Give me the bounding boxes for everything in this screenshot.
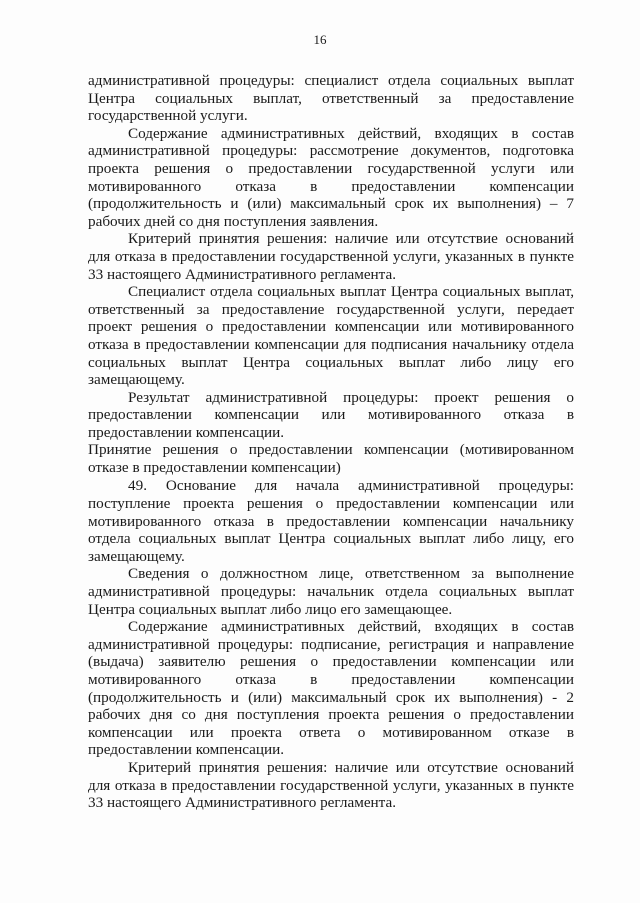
paragraph: Критерий принятия решения: наличие или отсутствие оснований для отказа в предоставлении государственной услуги, указанных в пункте 33 настоящего Административного регламента. <box>88 758 574 812</box>
paragraph: Содержание административных действий, входящих в состав административной процедуры: подписание, регистрация и направление (выдача) заявителю решения о предоставлении компенсации или мотивированного отказа в предоставлении компенсации (продолжительность и (или) максимальный срок их выполнения) - 2 рабочих дня со дня поступления проекта решения о предоставлении компенсации или проекта ответа о мотивированном отказе в предоставлении компенсации. <box>88 618 574 759</box>
section-heading: Принятие решения о предоставлении компенсации (мотивированном отказе в предоставлении компенсации) <box>88 441 574 477</box>
page-number: 16 <box>313 32 327 47</box>
paragraph: Содержание административных действий, входящих в состав административной процедуры: рассмотрение документов, подготовка проекта решения о предоставлении государственной услуги или мотивированного отказа в предоставлении компенсации (продолжительность и (или) максимальный срок их выполнения) – 7 рабочих дней со дня поступления заявления. <box>88 124 574 230</box>
paragraph: 49. Основание для начала административной процедуры: поступление проекта решения о предоставлении компенсации или мотивированного отказа в предоставлении компенсации начальнику отдела социальных выплат Центра социальных выплат либо лицу, его замещающему. <box>88 477 574 565</box>
paragraph: административной процедуры: специалист отдела социальных выплат Центра социальных выплат, ответственный за предоставление государственной услуги. <box>88 72 574 125</box>
paragraph: Специалист отдела социальных выплат Центра социальных выплат, ответственный за предоставление государственной услуги, передает проект решения о предоставлении компенсации или мотивированного отказа в предоставлении компенсации для подписания начальнику отдела социальных выплат Центра социальных выплат либо лицу его замещающему. <box>88 283 574 389</box>
paragraph: Результат административной процедуры: проект решения о предоставлении компенсации или мотивированного отказа в предоставлении компенсации. <box>88 388 574 441</box>
paragraph: Сведения о должностном лице, ответственном за выполнение административной процедуры: начальник отдела социальных выплат Центра социальных выплат либо лицо его замещающее. <box>88 565 574 618</box>
document-body <box>88 72 574 812</box>
paragraph: Критерий принятия решения: наличие или отсутствие оснований для отказа в предоставлении государственной услуги, указанных в пункте 33 настоящего Административного регламента. <box>88 230 574 283</box>
